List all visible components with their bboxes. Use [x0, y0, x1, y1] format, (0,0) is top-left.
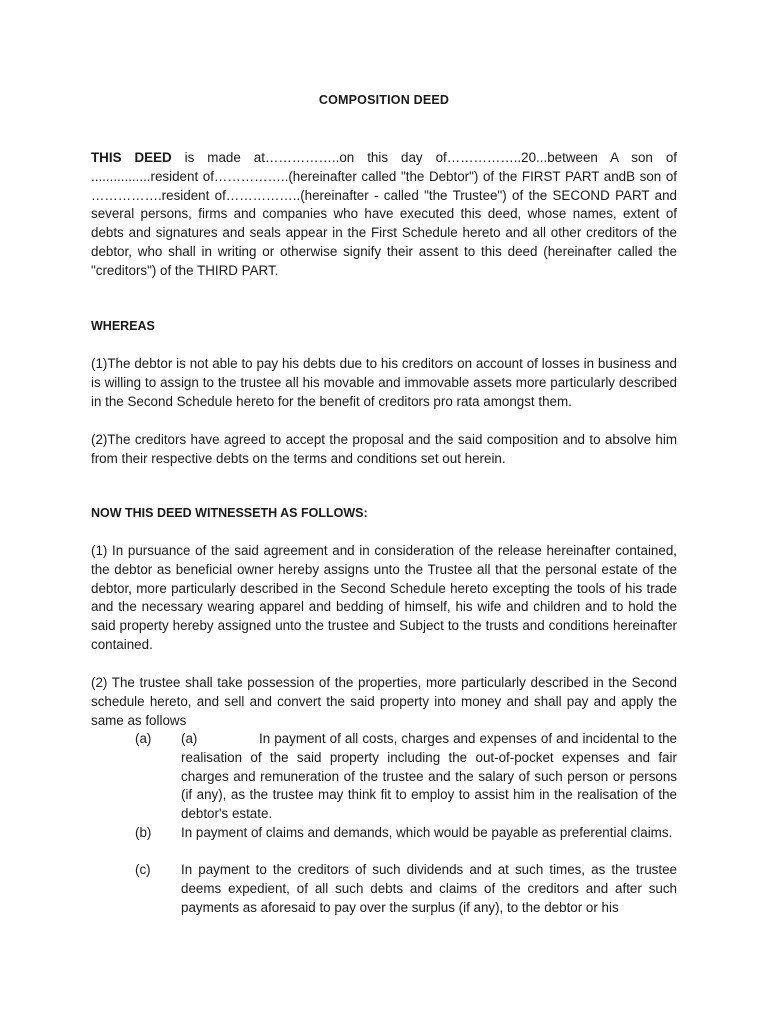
- witnesseth-heading: NOW THIS DEED WITNESSETH AS FOLLOWS:: [91, 506, 368, 520]
- sub-item-marker: (b): [135, 825, 152, 840]
- intro-lead: THIS DEED: [91, 150, 172, 165]
- sub-item-inner-marker: (a): [181, 731, 198, 746]
- sub-item-text: In payment of all costs, charges and expenses of and incidental to the realisation of the said property including the out-of-pocket expenses and fair charges and remuneration of the trustee and the salary of such person or persons (if any), as the trustee may think fit to employ to assist him in the realisation of the debtor's estate.: [181, 731, 677, 822]
- whereas-clause-2: (2)The creditors have agreed to accept the proposal and the said composition and to absolve him from their respective debts on the terms and conditions set out herein.: [91, 432, 677, 466]
- intro-paragraph: [91, 149, 677, 281]
- sub-item-text: In payment to the creditors of such dividends and at such times, as the trustee deems expedient, of all such debts and claims of the creditors and after such payments as aforesaid to pay over the surplus (if any), to the debtor or his: [181, 862, 677, 915]
- whereas-heading: WHEREAS: [91, 319, 155, 333]
- sub-item-body: [181, 730, 677, 824]
- sub-item-text: In payment of claims and demands, which would be payable as preferential claims.: [181, 825, 673, 840]
- sub-item-marker: (a): [135, 731, 152, 746]
- sub-item-marker: (c): [135, 862, 151, 877]
- intro-text: is made at……………..on this day of……………..20...between A son of ................resident of……………..(hereinafter called "the Debtor") of the FIRST PART andB son of …………….resident of……………..(hereinafter - called "the Trustee") of the SECOND PART and several persons, firms and companies who have executed this deed, whose names, extent of debts and signatures and seals appear in the First Schedule hereto and all other creditors of the debtor, who shall in writing or otherwise signify their assent to this deed (hereinafter called the "creditors") of the THIRD PART.: [91, 150, 677, 278]
- witnesseth-clause-1: (1) In pursuance of the said agreement and in consideration of the release hereinafter contained, the debtor as beneficial owner hereby assigns unto the Trustee all that the personal estate of the debtor, more particularly described in the Second Schedule hereto excepting the tools of his trade and the necessary wearing apparel and bedding of himself, his wife and children and to hold the said property hereby assigned unto the trustee and Subject to the trusts and conditions hereinafter contained.: [91, 543, 677, 652]
- document-title: COMPOSITION DEED: [318, 93, 450, 107]
- whereas-clause-1: (1)The debtor is not able to pay his debts due to his creditors on account of losses in business and is willing to assign to the trustee all his movable and immovable assets more particularly described in the Second Schedule hereto for the benefit of creditors pro rata amongst them.: [91, 356, 677, 409]
- witnesseth-clause-2: (2) The trustee shall take possession of the properties, more particularly described in the Second schedule hereto, and sell and convert the said property into money and shall pay and apply the same as follows: [91, 675, 677, 728]
